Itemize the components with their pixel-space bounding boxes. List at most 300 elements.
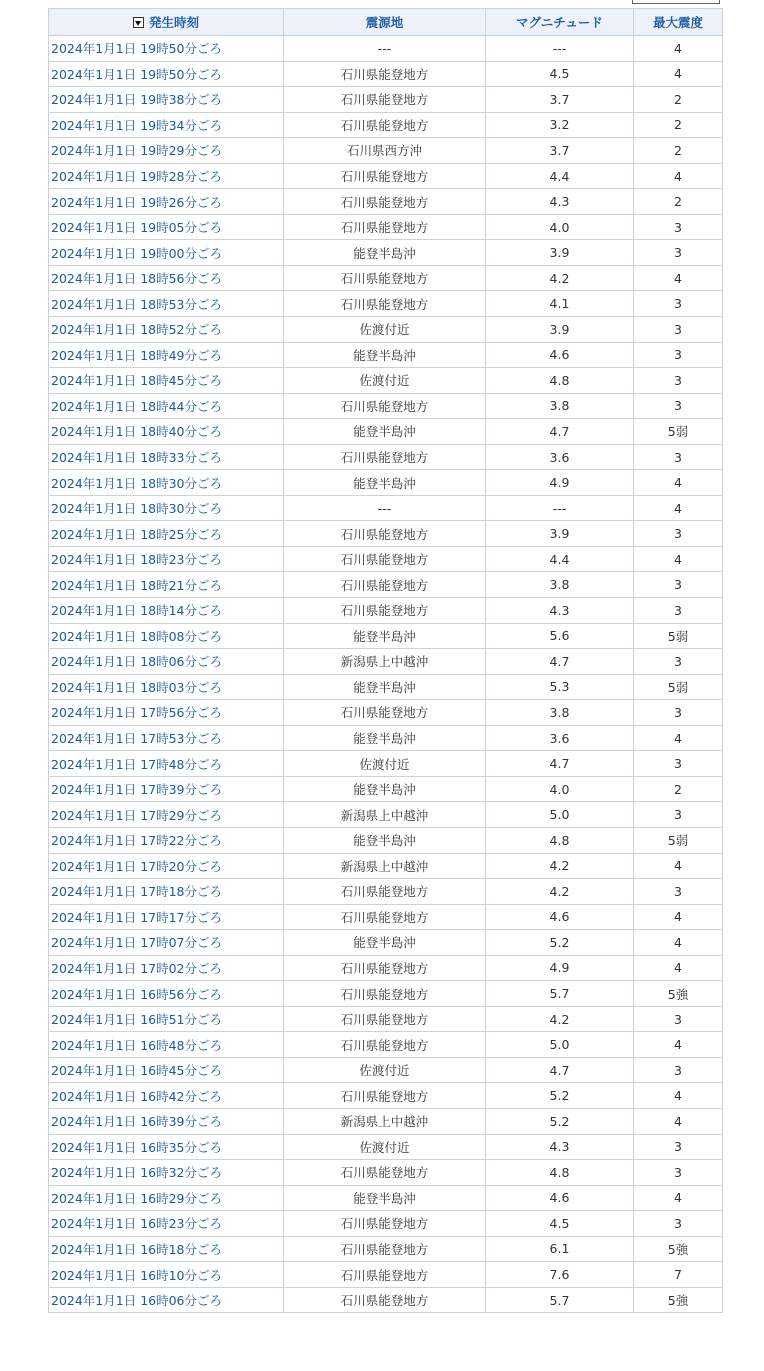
cell-time: [49, 1057, 284, 1083]
time-link[interactable]: 2024年1月1日 18時06分ごろ: [51, 654, 223, 670]
table-row: [49, 700, 723, 726]
cell-magnitude: 5.3: [486, 674, 634, 700]
cell-intensity: 3: [634, 1134, 723, 1160]
cell-epicenter: 能登半島沖: [284, 240, 486, 266]
cell-magnitude: 4.7: [486, 649, 634, 675]
cell-epicenter: 能登半島沖: [284, 623, 486, 649]
cell-time: [49, 214, 284, 240]
cell-epicenter: 石川県能登地方: [284, 112, 486, 138]
cell-time: [49, 470, 284, 496]
header-epicenter-label: 震源地: [365, 15, 404, 30]
cell-intensity: 5弱: [634, 419, 723, 445]
cell-time: [49, 1262, 284, 1288]
cell-time: [49, 827, 284, 853]
time-link[interactable]: 2024年1月1日 16時42分ごろ: [51, 1088, 223, 1104]
cell-magnitude: 4.0: [486, 776, 634, 802]
header-intensity[interactable]: [634, 9, 723, 36]
cell-intensity: 5強: [634, 1236, 723, 1262]
cell-epicenter: 石川県能登地方: [284, 1032, 486, 1058]
cell-intensity: 4: [634, 725, 723, 751]
cell-epicenter: 石川県能登地方: [284, 981, 486, 1007]
cell-epicenter: 石川県能登地方: [284, 1262, 486, 1288]
cell-time: [49, 61, 284, 87]
cell-intensity: 4: [634, 61, 723, 87]
table-row: [49, 1236, 723, 1262]
earthquake-table: [48, 8, 723, 1313]
cell-intensity: 3: [634, 700, 723, 726]
cell-time: [49, 419, 284, 445]
time-link[interactable]: 2024年1月1日 18時49分ごろ: [51, 347, 223, 363]
cell-intensity: 5弱: [634, 623, 723, 649]
cell-time: [49, 904, 284, 930]
cell-magnitude: 3.7: [486, 87, 634, 113]
header-time[interactable]: [49, 9, 284, 36]
cell-time: [49, 546, 284, 572]
cell-time: [49, 955, 284, 981]
table-row: [49, 163, 723, 189]
table-row: [49, 495, 723, 521]
cell-intensity: 3: [634, 317, 723, 343]
cell-epicenter: 能登半島沖: [284, 342, 486, 368]
cell-intensity: 3: [634, 1057, 723, 1083]
time-link[interactable]: 2024年1月1日 16時29分ごろ: [51, 1190, 223, 1206]
cell-intensity: 4: [634, 36, 723, 62]
cell-epicenter: 石川県能登地方: [284, 1083, 486, 1109]
cell-time: [49, 1108, 284, 1134]
time-link[interactable]: 2024年1月1日 17時53分ごろ: [51, 731, 223, 747]
time-link[interactable]: 2024年1月1日 18時44分ごろ: [51, 398, 223, 414]
cell-intensity: 2: [634, 189, 723, 215]
cell-magnitude: 4.3: [486, 598, 634, 624]
cell-epicenter: 能登半島沖: [284, 674, 486, 700]
cell-time: [49, 163, 284, 189]
cell-time: [49, 1236, 284, 1262]
cell-time: [49, 1006, 284, 1032]
table-row: [49, 1211, 723, 1237]
cell-magnitude: 4.7: [486, 419, 634, 445]
cell-intensity: 3: [634, 1211, 723, 1237]
cell-magnitude: 3.2: [486, 112, 634, 138]
cell-epicenter: 新潟県上中越沖: [284, 853, 486, 879]
cell-epicenter: 石川県能登地方: [284, 572, 486, 598]
cell-intensity: 2: [634, 112, 723, 138]
cell-intensity: 3: [634, 393, 723, 419]
cell-magnitude: 5.0: [486, 802, 634, 828]
cell-time: [49, 317, 284, 343]
cell-intensity: 4: [634, 904, 723, 930]
cell-time: [49, 700, 284, 726]
table-row: [49, 827, 723, 853]
cell-intensity: 4: [634, 546, 723, 572]
cell-time: [49, 495, 284, 521]
cell-intensity: 4: [634, 1083, 723, 1109]
cell-time: [49, 291, 284, 317]
cell-intensity: 3: [634, 1160, 723, 1186]
time-link[interactable]: 2024年1月1日 17時29分ごろ: [51, 807, 223, 823]
cell-time: [49, 1032, 284, 1058]
cell-magnitude: 4.2: [486, 879, 634, 905]
cell-intensity: 3: [634, 802, 723, 828]
cell-epicenter: 能登半島沖: [284, 827, 486, 853]
cell-magnitude: 4.6: [486, 342, 634, 368]
cell-magnitude: 5.7: [486, 981, 634, 1007]
cell-time: [49, 1287, 284, 1313]
time-link[interactable]: 2024年1月1日 18時56分ごろ: [51, 271, 223, 287]
cell-magnitude: 4.4: [486, 546, 634, 572]
time-link[interactable]: 2024年1月1日 19時28分ごろ: [51, 169, 223, 184]
table-row: [49, 1160, 723, 1186]
cell-magnitude: 3.9: [486, 317, 634, 343]
cell-epicenter: ---: [284, 495, 486, 521]
cell-magnitude: 3.8: [486, 572, 634, 598]
cell-magnitude: 4.0: [486, 214, 634, 240]
cell-intensity: 4: [634, 163, 723, 189]
table-row: [49, 598, 723, 624]
time-link[interactable]: 2024年1月1日 17時20分ごろ: [51, 858, 223, 874]
cell-time: [49, 138, 284, 164]
cell-intensity: 3: [634, 444, 723, 470]
cell-intensity: 4: [634, 470, 723, 496]
cell-epicenter: 石川県能登地方: [284, 1160, 486, 1186]
time-link[interactable]: 2024年1月1日 17時02分ごろ: [51, 960, 223, 976]
cell-magnitude: 4.7: [486, 1057, 634, 1083]
time-link[interactable]: 2024年1月1日 17時17分ごろ: [51, 909, 223, 925]
time-link[interactable]: 2024年1月1日 17時22分ごろ: [51, 833, 223, 849]
time-link[interactable]: 2024年1月1日 18時25分ごろ: [51, 526, 223, 542]
cell-magnitude: ---: [486, 495, 634, 521]
time-link[interactable]: 2024年1月1日 19時00分ごろ: [51, 245, 223, 261]
cell-time: [49, 598, 284, 624]
cell-intensity: 3: [634, 572, 723, 598]
cell-magnitude: 4.9: [486, 470, 634, 496]
cell-time: [49, 444, 284, 470]
time-link[interactable]: 2024年1月1日 18時23分ごろ: [51, 552, 223, 568]
table-row: [49, 879, 723, 905]
time-link[interactable]: 2024年1月1日 19時34分ごろ: [51, 117, 223, 133]
cell-epicenter: 石川県能登地方: [284, 61, 486, 87]
time-link[interactable]: 2024年1月1日 16時32分ごろ: [51, 1165, 223, 1181]
cell-magnitude: 4.8: [486, 368, 634, 394]
cell-time: [49, 981, 284, 1007]
time-link[interactable]: 2024年1月1日 16時39分ごろ: [51, 1114, 223, 1130]
time-link[interactable]: 2024年1月1日 17時48分ごろ: [51, 756, 223, 772]
table-row: [49, 317, 723, 343]
time-link[interactable]: 2024年1月1日 18時53分ごろ: [51, 296, 223, 312]
cell-intensity: 2: [634, 138, 723, 164]
cell-magnitude: 4.1: [486, 291, 634, 317]
cell-magnitude: 4.2: [486, 265, 634, 291]
time-link[interactable]: 2024年1月1日 18時21分ごろ: [51, 577, 223, 593]
cell-epicenter: 佐渡付近: [284, 368, 486, 394]
cell-epicenter: 佐渡付近: [284, 1134, 486, 1160]
time-link[interactable]: 2024年1月1日 18時52分ごろ: [51, 322, 223, 338]
cell-epicenter: 佐渡付近: [284, 1057, 486, 1083]
cell-magnitude: 5.2: [486, 1083, 634, 1109]
cell-intensity: 3: [634, 598, 723, 624]
cell-time: [49, 725, 284, 751]
table-row: [49, 1083, 723, 1109]
time-link[interactable]: 2024年1月1日 19時29分ごろ: [51, 143, 223, 159]
time-link[interactable]: 2024年1月1日 16時35分ごろ: [51, 1139, 223, 1155]
cell-time: [49, 802, 284, 828]
time-link[interactable]: 2024年1月1日 18時45分ごろ: [51, 373, 223, 389]
cell-epicenter: 石川県能登地方: [284, 444, 486, 470]
time-link[interactable]: 2024年1月1日 16時23分ごろ: [51, 1216, 223, 1232]
time-link[interactable]: 2024年1月1日 18時40分ごろ: [51, 424, 223, 440]
cell-epicenter: 石川県能登地方: [284, 546, 486, 572]
cell-epicenter: 能登半島沖: [284, 776, 486, 802]
time-link[interactable]: 2024年1月1日 17時56分ごろ: [51, 705, 223, 721]
cell-magnitude: 3.9: [486, 240, 634, 266]
time-link[interactable]: 2024年1月1日 17時39分ごろ: [51, 782, 223, 798]
cell-time: [49, 1134, 284, 1160]
time-link[interactable]: 2024年1月1日 19時50分ごろ: [51, 66, 223, 82]
cell-epicenter: 石川県能登地方: [284, 521, 486, 547]
cell-intensity: 5強: [634, 1287, 723, 1313]
table-row: [49, 1057, 723, 1083]
cell-epicenter: 石川県能登地方: [284, 700, 486, 726]
table-row: [49, 240, 723, 266]
time-link[interactable]: 2024年1月1日 16時48分ごろ: [51, 1037, 223, 1053]
time-link[interactable]: 2024年1月1日 16時56分ごろ: [51, 986, 223, 1002]
cell-epicenter: 石川県能登地方: [284, 1211, 486, 1237]
header-magnitude-label: マグニチュード: [516, 15, 603, 30]
table-row: [49, 393, 723, 419]
cell-magnitude: 4.5: [486, 61, 634, 87]
table-row: [49, 521, 723, 547]
cell-magnitude: 3.6: [486, 444, 634, 470]
cell-intensity: 4: [634, 265, 723, 291]
cell-epicenter: 石川県能登地方: [284, 955, 486, 981]
cell-epicenter: 石川県能登地方: [284, 598, 486, 624]
cell-intensity: 2: [634, 87, 723, 113]
cell-epicenter: 能登半島沖: [284, 725, 486, 751]
pagination-fragment: [632, 0, 720, 4]
cell-time: [49, 265, 284, 291]
cell-magnitude: 4.7: [486, 751, 634, 777]
cell-magnitude: 4.3: [486, 1134, 634, 1160]
table-row: [49, 981, 723, 1007]
cell-magnitude: 5.6: [486, 623, 634, 649]
cell-time: [49, 930, 284, 956]
table-row: [49, 265, 723, 291]
cell-intensity: 3: [634, 240, 723, 266]
header-time-label: 発生時刻: [148, 15, 199, 30]
cell-epicenter: 石川県能登地方: [284, 904, 486, 930]
cell-epicenter: ---: [284, 36, 486, 62]
cell-epicenter: 石川県能登地方: [284, 87, 486, 113]
table-row: [49, 904, 723, 930]
time-link[interactable]: 2024年1月1日 17時07分ごろ: [51, 935, 223, 951]
table-row: [49, 1032, 723, 1058]
cell-magnitude: 4.2: [486, 853, 634, 879]
table-row: [49, 751, 723, 777]
time-link[interactable]: 2024年1月1日 18時03分ごろ: [51, 679, 223, 695]
table-row: [49, 725, 723, 751]
cell-magnitude: 3.9: [486, 521, 634, 547]
cell-intensity: 3: [634, 368, 723, 394]
table-row: [49, 214, 723, 240]
time-link[interactable]: 2024年1月1日 18時30分ごろ: [51, 475, 223, 491]
table-row: [49, 342, 723, 368]
cell-intensity: 2: [634, 776, 723, 802]
table-row: [49, 1134, 723, 1160]
time-link[interactable]: 2024年1月1日 19時50分ごろ: [51, 41, 223, 57]
cell-time: [49, 189, 284, 215]
cell-epicenter: 石川県能登地方: [284, 879, 486, 905]
cell-time: [49, 521, 284, 547]
table-row: [49, 649, 723, 675]
header-epicenter[interactable]: [284, 9, 486, 36]
table-row: [49, 853, 723, 879]
time-link[interactable]: 2024年1月1日 16時06分ごろ: [51, 1293, 223, 1309]
cell-magnitude: 6.1: [486, 1236, 634, 1262]
sort-descending-icon[interactable]: [133, 17, 144, 28]
cell-magnitude: 4.3: [486, 189, 634, 215]
cell-magnitude: 4.5: [486, 1211, 634, 1237]
time-link[interactable]: 2024年1月1日 16時51分ごろ: [51, 1012, 223, 1028]
cell-intensity: 3: [634, 291, 723, 317]
cell-epicenter: 能登半島沖: [284, 930, 486, 956]
cell-intensity: 4: [634, 853, 723, 879]
cell-epicenter: 石川県能登地方: [284, 1236, 486, 1262]
cell-epicenter: 石川県能登地方: [284, 265, 486, 291]
table-row: [49, 112, 723, 138]
time-link[interactable]: 2024年1月1日 18時30分ごろ: [51, 501, 223, 517]
time-link[interactable]: 2024年1月1日 16時45分ごろ: [51, 1063, 223, 1079]
cell-time: [49, 623, 284, 649]
cell-epicenter: 能登半島沖: [284, 470, 486, 496]
cell-epicenter: 新潟県上中越沖: [284, 649, 486, 675]
cell-magnitude: ---: [486, 36, 634, 62]
time-link[interactable]: 2024年1月1日 19時05分ごろ: [51, 220, 223, 236]
cell-magnitude: 3.8: [486, 393, 634, 419]
cell-epicenter: 石川県能登地方: [284, 163, 486, 189]
cell-epicenter: 石川県能登地方: [284, 291, 486, 317]
header-magnitude[interactable]: [486, 9, 634, 36]
cell-time: [49, 853, 284, 879]
table-row: [49, 1287, 723, 1313]
cell-time: [49, 393, 284, 419]
cell-magnitude: 5.0: [486, 1032, 634, 1058]
cell-magnitude: 4.6: [486, 1185, 634, 1211]
header-intensity-label: 最大震度: [652, 15, 703, 30]
cell-time: [49, 368, 284, 394]
cell-time: [49, 879, 284, 905]
cell-intensity: 3: [634, 879, 723, 905]
table-row: [49, 189, 723, 215]
cell-epicenter: 能登半島沖: [284, 419, 486, 445]
cell-magnitude: 7.6: [486, 1262, 634, 1288]
table-row: [49, 444, 723, 470]
cell-magnitude: 5.2: [486, 930, 634, 956]
table-row: [49, 291, 723, 317]
table-row: [49, 1006, 723, 1032]
cell-intensity: 3: [634, 1006, 723, 1032]
cell-epicenter: 石川県西方沖: [284, 138, 486, 164]
cell-time: [49, 87, 284, 113]
cell-intensity: 5強: [634, 981, 723, 1007]
table-row: [49, 572, 723, 598]
cell-magnitude: 5.7: [486, 1287, 634, 1313]
cell-intensity: 5弱: [634, 674, 723, 700]
cell-intensity: 4: [634, 1032, 723, 1058]
cell-intensity: 3: [634, 521, 723, 547]
table-row: [49, 368, 723, 394]
cell-time: [49, 240, 284, 266]
cell-time: [49, 36, 284, 62]
cell-magnitude: 4.9: [486, 955, 634, 981]
cell-intensity: 3: [634, 751, 723, 777]
cell-epicenter: 石川県能登地方: [284, 393, 486, 419]
time-link[interactable]: 2024年1月1日 19時26分ごろ: [51, 194, 223, 210]
cell-time: [49, 776, 284, 802]
cell-magnitude: 4.8: [486, 827, 634, 853]
cell-time: [49, 1083, 284, 1109]
table-row: [49, 674, 723, 700]
table-header-row: [49, 9, 723, 36]
cell-epicenter: 佐渡付近: [284, 751, 486, 777]
cell-time: [49, 1211, 284, 1237]
cell-intensity: 4: [634, 955, 723, 981]
cell-epicenter: 能登半島沖: [284, 1185, 486, 1211]
time-link[interactable]: 2024年1月1日 19時38分ごろ: [51, 92, 223, 108]
cell-magnitude: 3.6: [486, 725, 634, 751]
cell-magnitude: 3.7: [486, 138, 634, 164]
cell-magnitude: 4.6: [486, 904, 634, 930]
cell-time: [49, 1185, 284, 1211]
table-row: [49, 623, 723, 649]
table-row: [49, 470, 723, 496]
cell-epicenter: 新潟県上中越沖: [284, 802, 486, 828]
cell-time: [49, 751, 284, 777]
table-row: [49, 61, 723, 87]
cell-intensity: 7: [634, 1262, 723, 1288]
cell-intensity: 3: [634, 649, 723, 675]
cell-time: [49, 342, 284, 368]
cell-intensity: 4: [634, 495, 723, 521]
table-row: [49, 776, 723, 802]
table-row: [49, 955, 723, 981]
cell-time: [49, 112, 284, 138]
table-row: [49, 546, 723, 572]
table-row: [49, 138, 723, 164]
cell-epicenter: 石川県能登地方: [284, 1006, 486, 1032]
table-row: [49, 930, 723, 956]
time-link[interactable]: 2024年1月1日 16時18分ごろ: [51, 1241, 223, 1257]
cell-intensity: 4: [634, 1185, 723, 1211]
cell-magnitude: 3.8: [486, 700, 634, 726]
time-link[interactable]: 2024年1月1日 17時18分ごろ: [51, 884, 223, 900]
cell-intensity: 5弱: [634, 827, 723, 853]
time-link[interactable]: 2024年1月1日 18時14分ごろ: [51, 603, 223, 619]
time-link[interactable]: 2024年1月1日 18時08分ごろ: [51, 628, 223, 644]
table-row: [49, 1262, 723, 1288]
table-row: [49, 87, 723, 113]
cell-time: [49, 1160, 284, 1186]
cell-time: [49, 572, 284, 598]
time-link[interactable]: 2024年1月1日 16時10分ごろ: [51, 1267, 223, 1283]
cell-epicenter: 石川県能登地方: [284, 214, 486, 240]
table-row: [49, 1108, 723, 1134]
cell-epicenter: 石川県能登地方: [284, 189, 486, 215]
table-row: [49, 802, 723, 828]
cell-epicenter: 佐渡付近: [284, 317, 486, 343]
cell-intensity: 4: [634, 930, 723, 956]
cell-epicenter: 石川県能登地方: [284, 1287, 486, 1313]
time-link[interactable]: 2024年1月1日 18時33分ごろ: [51, 450, 223, 466]
cell-intensity: 3: [634, 342, 723, 368]
